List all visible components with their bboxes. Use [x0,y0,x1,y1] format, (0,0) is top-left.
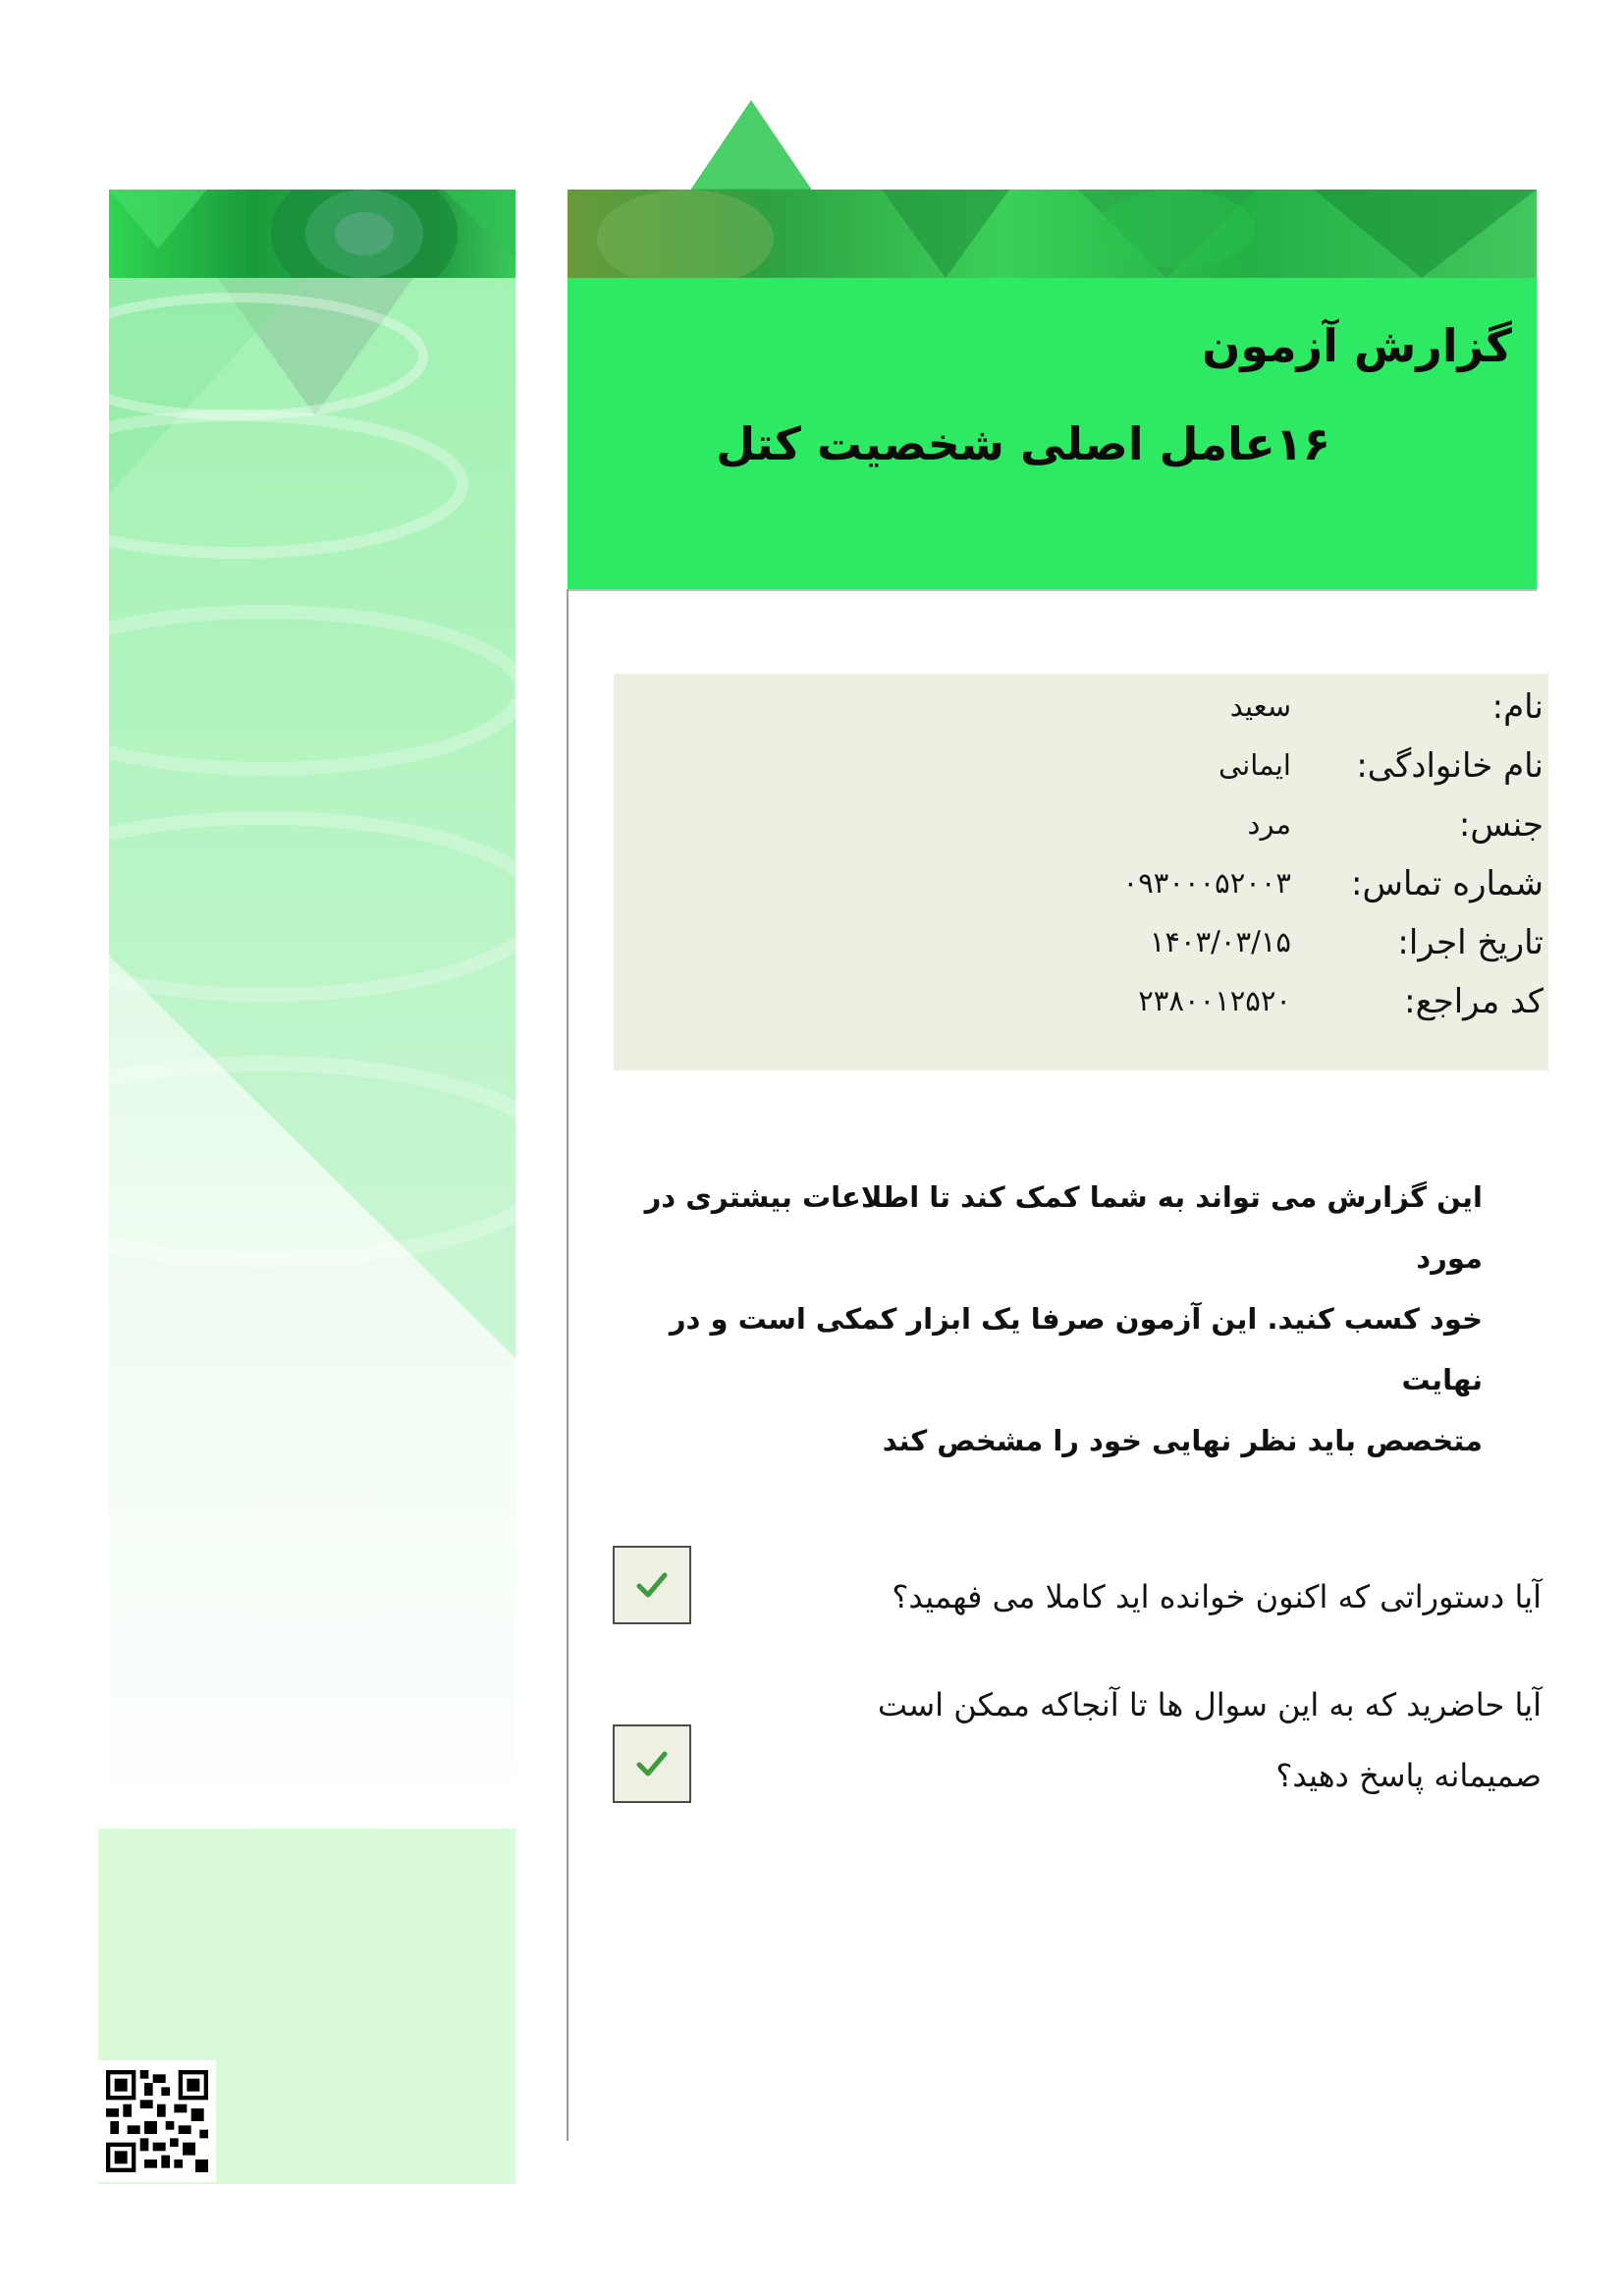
intro-paragraph [628,1167,1483,1471]
checkbox-understand-instructions[interactable] [613,1546,691,1624]
info-row-date [614,923,1548,980]
intro-line: متخصص باید نظر نهایی خود را مشخص کند [882,1424,1483,1457]
question-understand-instructions [766,1561,1542,1632]
left-decorative-strip [109,190,515,278]
info-label: شماره تماس: [1351,864,1543,903]
info-label: نام: [1491,687,1543,727]
info-value: ۱۴۰۳/۰۳/۱۵ [1149,925,1291,958]
left-decorative-column [109,278,515,1830]
question-text: صمیمانه پاسخ دهید؟ [1275,1757,1542,1794]
info-row-gender [614,805,1548,862]
intro-line: این گزارش می تواند به شما کمک کند تا اطلاعات بیشتری در مورد [644,1180,1483,1275]
qr-code-icon [98,2060,216,2182]
vertical-divider [567,589,568,2141]
info-row-family-name [614,746,1548,803]
personal-info-box [614,674,1548,1070]
info-value: مرد [1247,807,1291,841]
intro-line: خود کسب کنید. این آزمون صرفا یک ابزار کمکی است و در نهایت [669,1302,1483,1396]
checkbox-answer-honestly[interactable] [613,1724,691,1803]
info-label: تاریخ اجرا: [1397,923,1543,962]
question-text: آیا حاضرید که به این سوال ها تا آنجاکه ممکن است [877,1686,1542,1723]
info-value: ایمانی [1218,748,1291,782]
info-label: نام خانوادگی: [1356,746,1543,786]
info-label: کد مراجع: [1404,982,1543,1021]
info-row-client-code [614,982,1548,1039]
checkmark-icon [635,1749,669,1778]
info-value: سعید [1229,689,1291,723]
info-row-name [614,687,1548,744]
report-subtitle: ۱۶عامل اصلی شخصیت کتل [716,417,1330,470]
info-row-phone [614,864,1548,921]
header-decorative-strip [568,190,1537,278]
info-value: ۲۳۸۰۰۱۲۵۲۰ [1138,984,1291,1017]
report-title: گزارش آزمون [1202,319,1512,372]
checkmark-icon [635,1570,669,1600]
info-value: ۰۹۳۰۰۰۵۲۰۰۳ [1122,866,1291,900]
question-answer-honestly [766,1669,1542,1811]
info-label: جنس: [1458,805,1543,845]
question-text: آیا دستوراتی که اکنون خوانده اید کاملا می فهمید؟ [892,1578,1542,1615]
